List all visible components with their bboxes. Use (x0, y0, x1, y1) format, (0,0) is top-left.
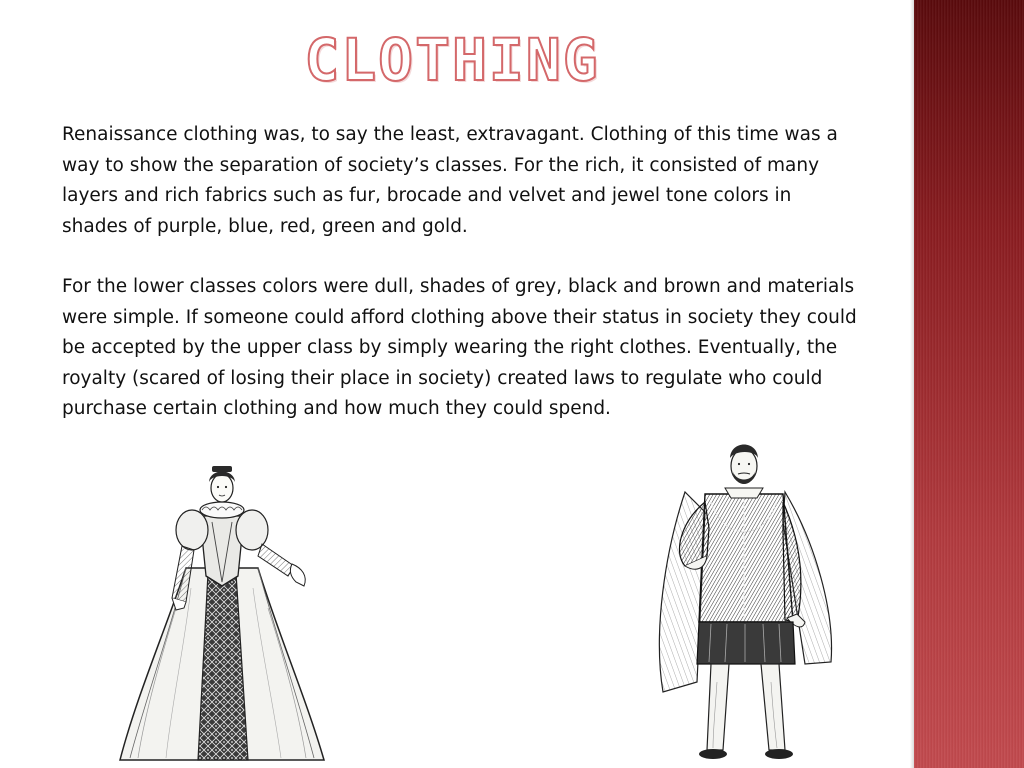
side-band-shadow (910, 0, 914, 768)
slide-body (62, 120, 862, 455)
paragraph-upper-class: Renaissance clothing was, to say the least, extravagant. Clothing of this time was a way to show the separation of society’s classes. For the rich, it consisted of many layers and rich fabrics such as fur, brocade and velvet and jewel tone colors in shades of purple, blue, red, green and gold. (62, 124, 838, 237)
slide-title: CLOTHING (304, 26, 600, 94)
renaissance-man-illustration (645, 432, 850, 768)
renaissance-woman-illustration (116, 458, 328, 768)
paragraph-lower-class: For the lower classes colors were dull, shades of grey, black and brown and materials were simple. If someone could afford clothing above their status in society they could be accepted by the upper class by simply wearing the right clothes. Eventually, the royalty (scared of losing their place in society) created laws to regulate who could purchase certain clothing and how much they could spend. (62, 276, 857, 419)
decorative-side-band (914, 0, 1024, 768)
